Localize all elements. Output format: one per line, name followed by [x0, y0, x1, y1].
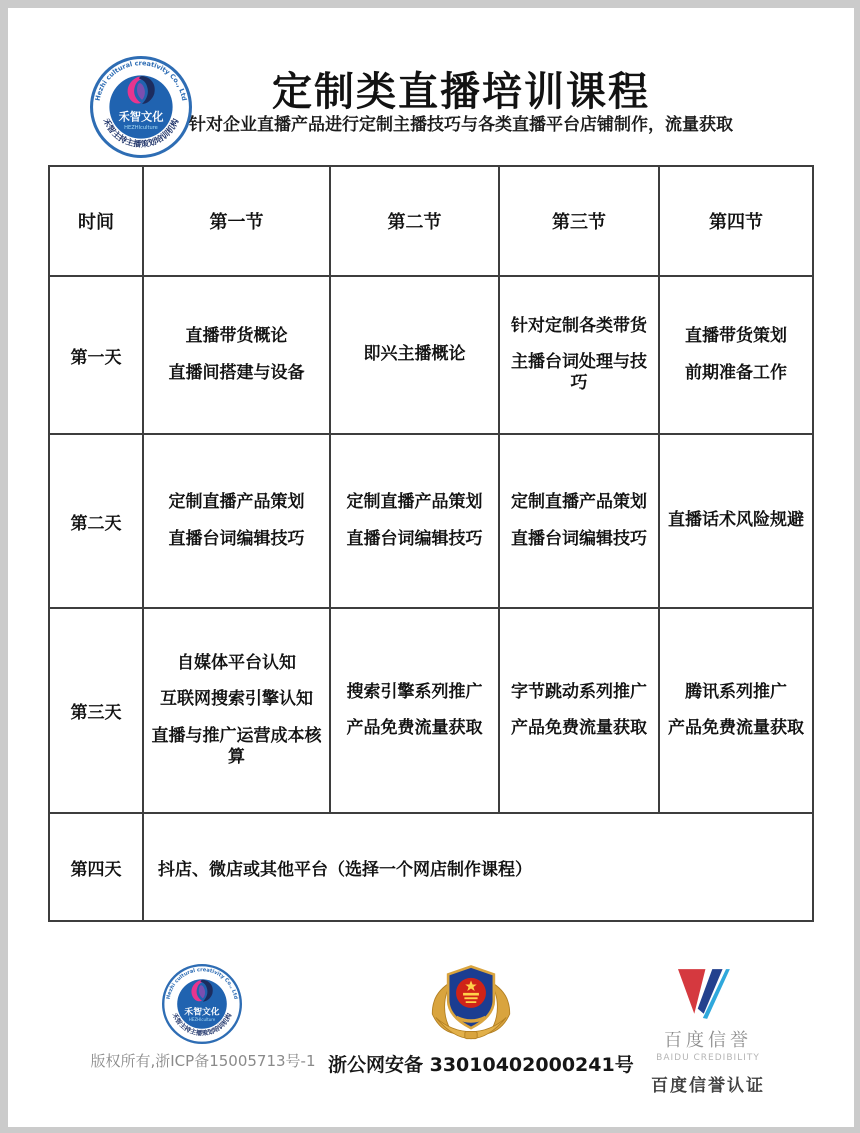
- schedule-table: [48, 165, 814, 922]
- course-cell: 直播带货概论 直播间搭建与设备: [143, 276, 330, 434]
- column-header-lesson2: 第二节: [330, 166, 499, 276]
- day-cell: 第二天: [49, 434, 143, 608]
- day-cell: 第四天: [49, 813, 143, 921]
- course-cell: 针对定制各类带货 主播台词处理与技巧: [499, 276, 659, 434]
- table-header-row: [49, 166, 813, 276]
- table-row-day3: [49, 608, 813, 813]
- table-row-day4: [49, 813, 813, 921]
- baidu-credibility-block: [638, 964, 778, 1096]
- hezhi-company-logo-icon-small: [162, 964, 242, 1044]
- table-row-day1: [49, 276, 813, 434]
- course-cell: 自媒体平台认知 互联网搜索引擎认知 直播与推广运营成本核算: [143, 608, 330, 813]
- page-subtitle: 针对企业直播产品进行定制主播技巧与各类直播平台店铺制作，流量获取: [189, 115, 733, 135]
- course-cell: 定制直播产品策划 直播台词编辑技巧: [499, 434, 659, 608]
- course-cell: 定制直播产品策划 直播台词编辑技巧: [143, 434, 330, 608]
- police-badge-icon: [427, 961, 515, 1045]
- police-record-text: 浙公网安备 33010402000241号: [328, 1054, 634, 1076]
- day-cell: 第三天: [49, 608, 143, 813]
- baidu-cert-text: 百度信誉认证: [651, 1076, 765, 1096]
- course-cell: 即兴主播概论: [330, 276, 499, 434]
- course-cell: 直播话术风险规避: [659, 434, 813, 608]
- column-header-lesson1: 第一节: [143, 166, 330, 276]
- column-header-time: 时间: [49, 166, 143, 276]
- column-header-lesson4: 第四节: [659, 166, 813, 276]
- course-cell-merged: 抖店、微店或其他平台（选择一个网店制作课程）: [143, 813, 813, 921]
- table-row-day2: [49, 434, 813, 608]
- course-cell: 腾讯系列推广 产品免费流量获取: [659, 608, 813, 813]
- column-header-lesson3: 第三节: [499, 166, 659, 276]
- page-title: 定制类直播培训课程: [272, 69, 650, 115]
- baidu-credibility-en: BAIDU CREDIBILITY: [656, 1053, 760, 1063]
- icp-copyright-text: 版权所有,浙ICP备15005713号-1: [90, 1052, 316, 1070]
- day-cell: 第一天: [49, 276, 143, 434]
- course-cell: 字节跳动系列推广 产品免费流量获取: [499, 608, 659, 813]
- baidu-credibility-cn: 百度信誉: [664, 1030, 752, 1051]
- page-background: [8, 8, 854, 1127]
- baidu-credibility-icon: [668, 964, 748, 1024]
- course-cell: 直播带货策划 前期准备工作: [659, 276, 813, 434]
- course-cell: 搜索引擎系列推广 产品免费流量获取: [330, 608, 499, 813]
- course-cell: 定制直播产品策划 直播台词编辑技巧: [330, 434, 499, 608]
